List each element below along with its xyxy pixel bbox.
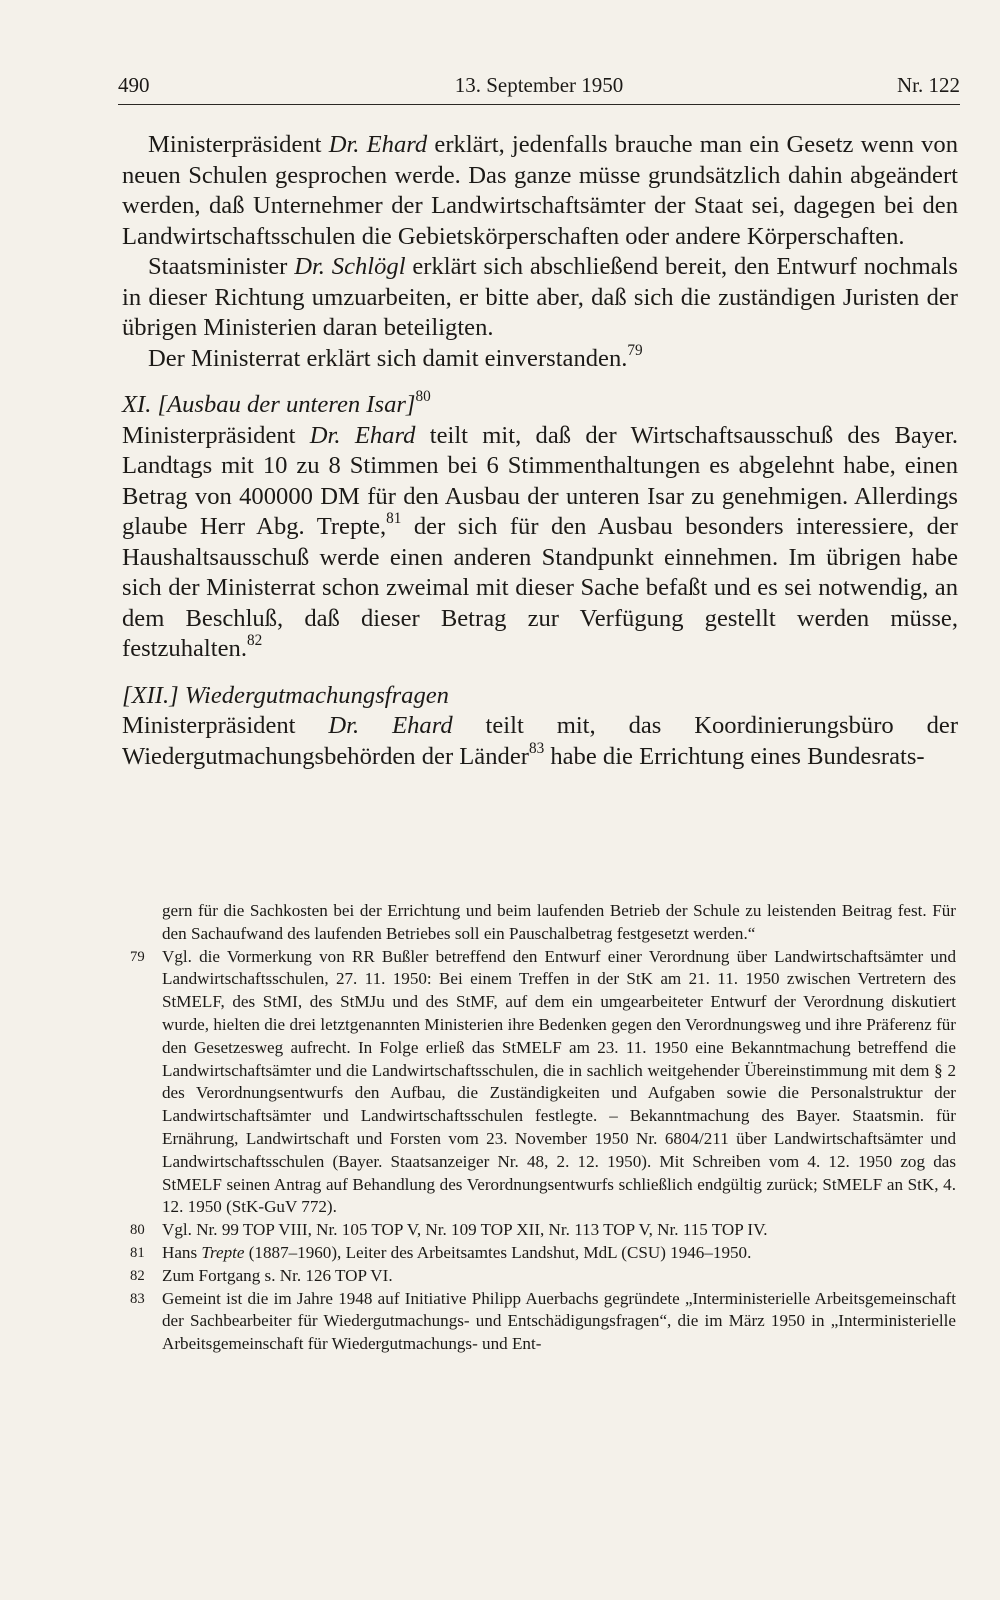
main-text [122,130,958,772]
running-header [118,70,960,100]
footnote-number: 83 [130,1290,145,1307]
paragraph-schloegl: Staatsminister Dr. Schlögl erklärt sich abschließend bereit, den Entwurf nochmals in dieser Richtung umzuarbeiten, er bitte aber, daß sich die zuständigen Juristen der übrigen Ministerien daran beteiligten. [122,253,959,341]
paragraph-wiedergutmachung: Ministerpräsident Dr. Ehard teilt mit, das Koordinierungsbüro der Wiedergutmachungsbehörden der Länder$^{83}$ habe die Errichtung eines Bundesrats- [122,712,959,770]
person-name: Dr. Ehard [309,421,416,449]
person-name: Dr. Ehard [328,131,428,158]
footnote-81: 81 Hans Trepte (1887–1960), Leiter des Arbeitsamtes Landshut, MdL (CSU) 1946–1950. [130,1242,956,1265]
header-date: 13. September 1950 [454,73,624,97]
paragraph-isar: Ministerpräsident Dr. Ehard teilt mit, daß der Wirtschaftsausschuß des Bayer. Landtags mit 10 zu 8 Stimmen bei 6 Stimmenthaltungen es abgelehnt habe, einen Betrag von 400000 DM für den Ausbau der unteren Isar zu genehmigen. Allerdings glaube Herr Abg. Trepte,$^{81}$ der sich für den Ausbau besonders interessiere, der Haushaltsausschuß werde einen anderen Standpunkt einnehmen. Im übrigen habe sich der Ministerrat schon zweimal mit dieser Sache befaßt und es sei notwendig, an dem Beschluß, daß dieser Betrag zur Verfügung gestellt werden müsse, festzuhalten.$^{82}$ [122,421,959,662]
footnote-continuation: gern für die Sachkosten bei der Errichtung und beim laufenden Betrieb der Schule zu leistenden Beitrag fest. Für den Sachaufwand des laufenden Betriebes soll ein Pauschalbetrag festgesetzt werden.“ [162,901,956,943]
footnote-ref: 79 [627,341,643,359]
footnote-79: 79 Vgl. die Vormerkung von RR Bußler betreffend den Entwurf einer Verordnung über Landwirtschaftsämter und Landwirtschaftsschulen, 27. 11. 1950: Bei einem Treffen in der StK am 21. 11. 1950 zwischen Vertretern des StMELF, des StMI, des StMJu und des StMF, auf dem ein umgearbeiteter Entwurf der Verordnung diskutiert wurde, hielten die drei letztgenannten Ministerien ihre Bedenken gegen den Verordnungsweg und ihre Präferenz für den Gesetzesweg aufrecht. In Folge erließ das StMELF am 23. 11. 1950 eine Bekanntmachung betreffend die Landwirtschaftsämter und die Landwirtschaftsschulen, die in sachlich weitgehender Übereinstimmung mit dem § 2 des Verordnungsentwurfs den Aufbau, die Zuständigkeiten und Aufgaben sowie die Personalstruktur der Landwirtschaftsämter und Landwirtschaftsschulen festlegte. – Bekanntmachung des Bayer. Staatsmin. für Ernährung, Landwirtschaft und Forsten vom 23. November 1950 Nr. 6804/211 über Landwirtschaftsämter und Landwirtschaftsschulen (Bayer. Staatsanzeiger Nr. 48, 2. 12. 1950). Mit Schreiben vom 4. 12. 1950 zog das StMELF seinen Antrag auf Behandlung des Verordnungsentwurfs schließlich endgültig zurück; StMELF an StK, 4. 12. 1950 (StK-GuV 772). [130,946,956,1217]
footnote-ref: 80 [415,388,431,406]
footnote-80: 80 Vgl. Nr. 99 TOP VIII, Nr. 105 TOP V, Nr. 109 TOP XII, Nr. 113 TOP V, Nr. 115 TOP IV. [130,1219,956,1242]
footnote-number: 79 [130,948,145,965]
footnotes [130,900,956,1356]
person-name: Dr. Ehard [328,712,453,739]
footnote-83: 83 Gemeint ist die im Jahre 1948 auf Initiative Philipp Auerbachs gegründete „Interministerielle Arbeitsgemeinschaft der Sachbearbeiter für Wiedergutmachungs- und Entschädigungsfragen“, die im März 1950 in „Interministerielle Arbeitsgemeinschaft für Wiedergutmachungs- und Ent- [130,1288,956,1354]
header-rule [118,104,960,105]
paragraph-ministerrat: Der Ministerrat erklärt sich damit einverstanden.$^{79}$ [148,341,643,372]
footnote-number: 82 [130,1267,145,1284]
person-name: Trepte [201,1242,245,1262]
footnote-ref: 81 [386,510,402,528]
section-heading-xii: [XII.] Wiedergutmachungsfragen [122,681,449,709]
page-number: 490 [118,73,150,97]
footnote-ref: 83 [528,739,545,757]
footnote-number: 80 [130,1222,145,1239]
footnote-ref: 82 [246,632,263,650]
footnote-number: 81 [130,1244,145,1261]
document-number: Nr. 122 [897,73,960,97]
paragraph-ehard-gesetz: Ministerpräsident Dr. Ehard erklärt, jedenfalls brauche man ein Gesetz wenn von neuen Schulen gesprochen werde. Das ganze müsse grundsätzlich dahin abgeändert werden, daß Unternehmer der Landwirtschaftsämter der Staat sei, dagegen bei den Landwirtschaftsschulen die Gebietskörperschaften oder andere Körperschaften. [122,131,958,250]
footnote-82: 82 Zum Fortgang s. Nr. 126 TOP VI. [130,1265,956,1288]
person-name: Dr. Schlögl [294,253,406,280]
section-heading-xi: XI. [Ausbau der unteren Isar]$^{80}$ [122,388,431,418]
